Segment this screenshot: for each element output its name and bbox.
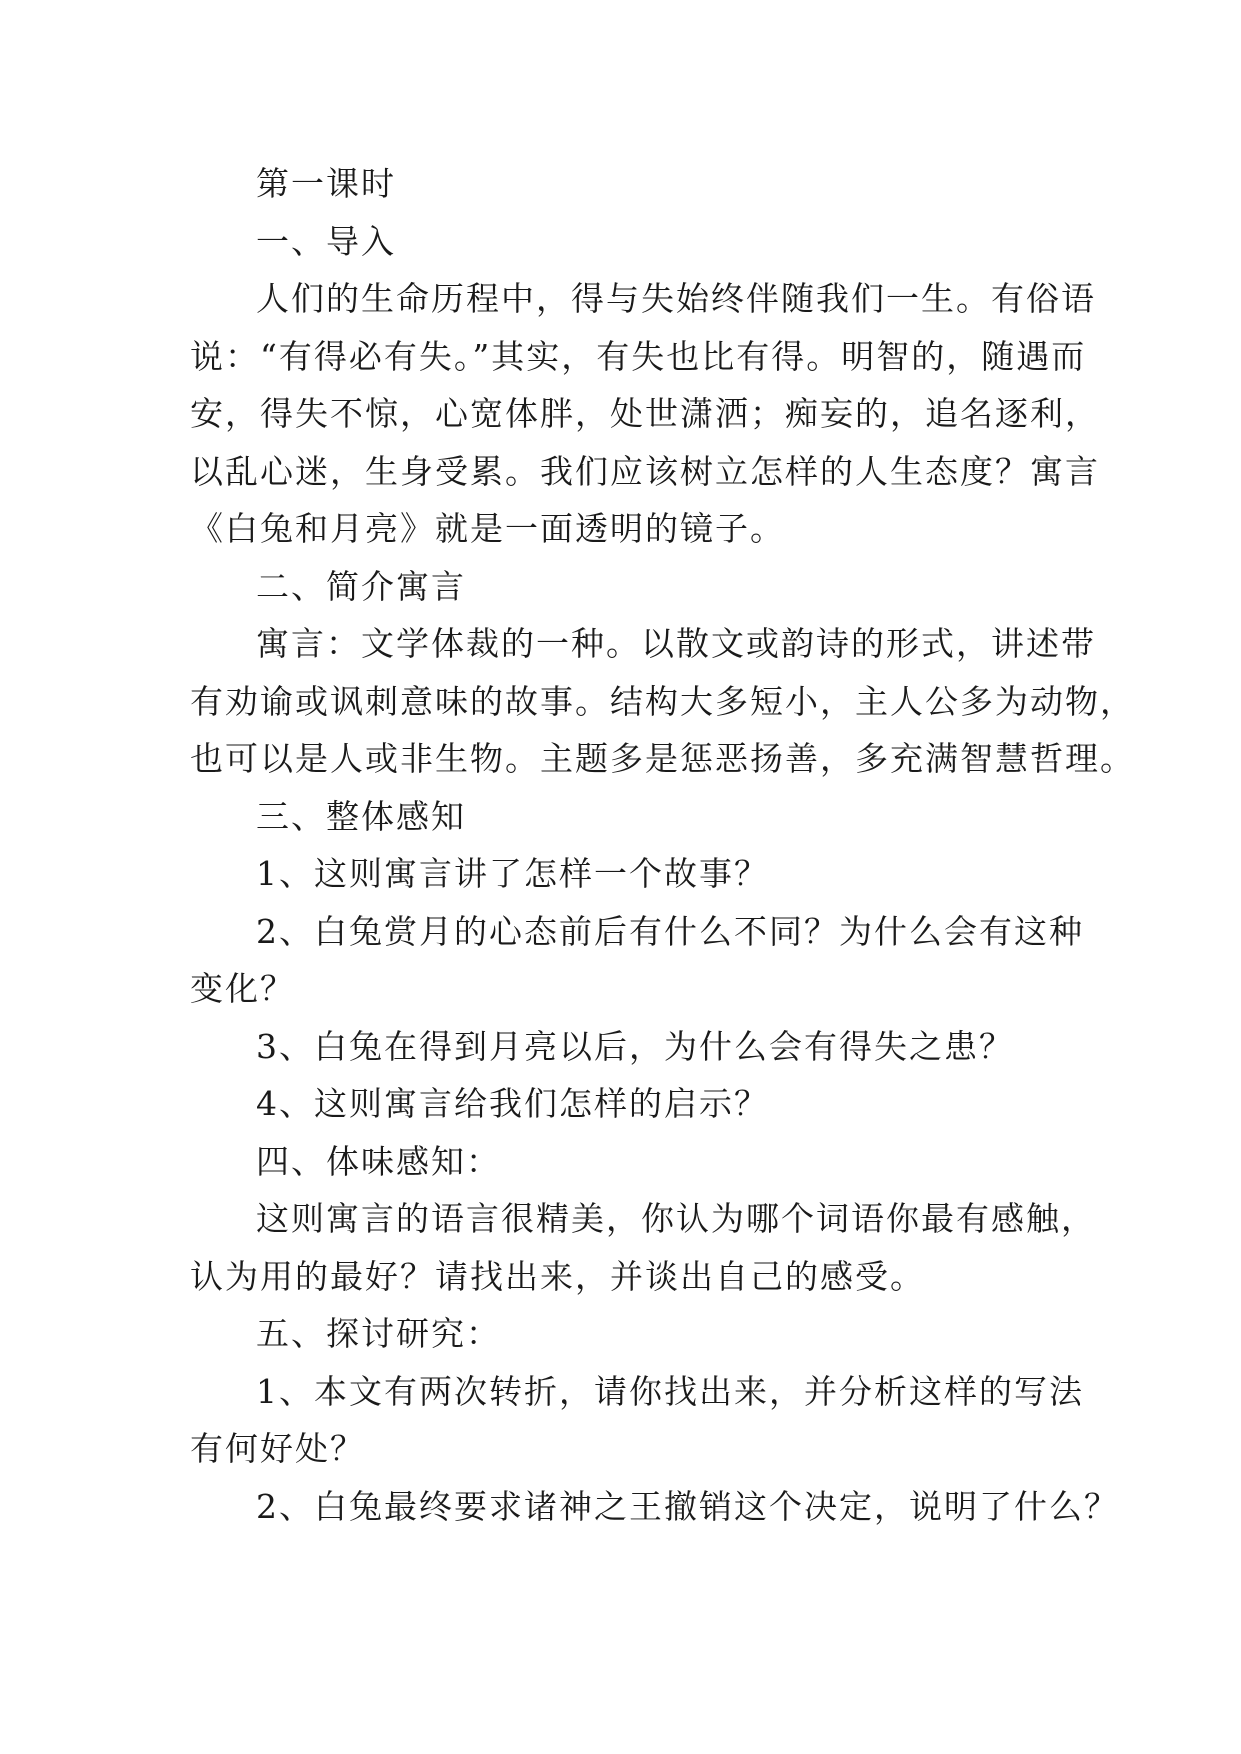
paragraph-line: 也可以是人或非生物。主题多是惩恶扬善，多充满智慧哲理。: [190, 739, 1135, 778]
question-item-continuation: 变化？: [190, 969, 295, 1008]
paragraph-line: 安，得失不惊，心宽体胖，处世潇洒；痴妄的，追名逐利，: [190, 394, 1100, 433]
section-heading-fable-intro: 二、简介寓言: [256, 566, 466, 606]
paragraph-line: 寓言：文学体裁的一种。以散文或韵诗的形式，讲述带: [256, 624, 1096, 663]
paragraph-line: 这则寓言的语言很精美，你认为哪个词语你最有感触，: [256, 1199, 1096, 1238]
section-heading-discussion: 五、探讨研究：: [256, 1314, 501, 1353]
section-heading-appreciation: 四、体味感知：: [256, 1141, 501, 1181]
document-body: [190, 155, 1135, 1535]
question-item: 1、这则寓言讲了怎样一个故事？: [256, 854, 769, 893]
paragraph-line: 认为用的最好？请找出来，并谈出自己的感受。: [190, 1256, 925, 1296]
question-item: 1、本文有两次转折，请你找出来，并分析这样的写法: [256, 1371, 1084, 1411]
paragraph-line: 有劝谕或讽刺意味的故事。结构大多短小，主人公多为动物，: [190, 681, 1135, 721]
question-item: 2、白兔最终要求诸神之王撤销这个决定，说明了什么？: [256, 1486, 1119, 1526]
paragraph-line: 《白兔和月亮》就是一面透明的镜子。: [190, 509, 785, 548]
paragraph-line: 以乱心迷，生身受累。我们应该树立怎样的人生态度？寓言: [190, 451, 1100, 491]
paragraph-line: 说：“有得必有失。”其实，有失也比有得。明智的，随遇而: [190, 336, 1087, 376]
question-item-continuation: 有何好处？: [190, 1429, 365, 1468]
question-item: 2、白兔赏月的心态前后有什么不同？为什么会有这种: [256, 911, 1084, 951]
section-heading-overall: 三、整体感知: [256, 796, 466, 836]
question-item: 3、白兔在得到月亮以后，为什么会有得失之患？: [256, 1026, 1014, 1066]
section-heading-intro: 一、导入: [256, 221, 396, 261]
question-item: 4、这则寓言给我们怎样的启示？: [256, 1084, 769, 1123]
lesson-heading: 第一课时: [256, 164, 396, 203]
paragraph-line: 人们的生命历程中，得与失始终伴随我们一生。有俗语: [256, 279, 1096, 318]
